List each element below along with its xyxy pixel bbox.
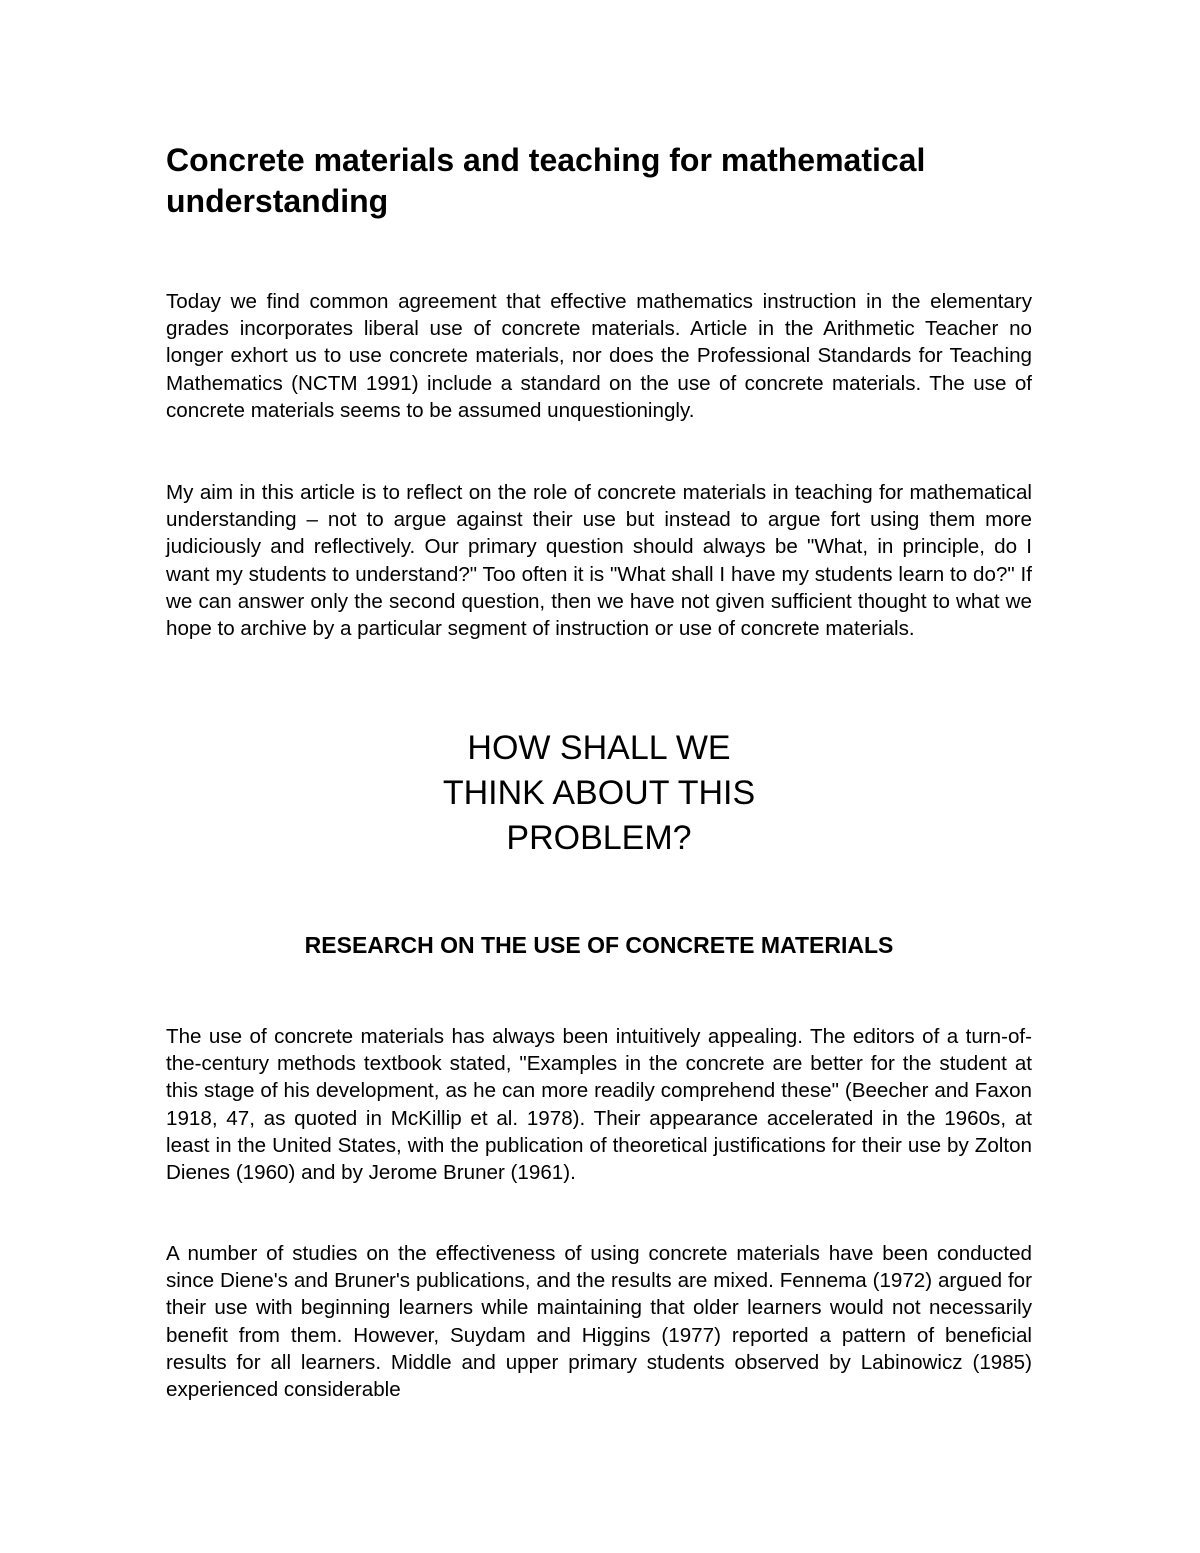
paragraph-history: The use of concrete materials has always been intuitively appealing. The editors of a turn-of-the-century methods textbook stated, "Examples in the concrete are better for the student at this stage of his development, as he can more readily comprehend these" (Beecher and Faxon 1918, 47, as quoted in McKillip et al. 1978). Their appearance accelerated in the 1960s, at least in the United States, with the publication of theoretical justifications for their use by Zolton Dienes (1960) and by Jerome Bruner (1961). <box>166 1025 1032 1185</box>
question-heading <box>166 726 1032 861</box>
question-line: PROBLEM? <box>506 819 692 857</box>
question-line: THINK ABOUT THIS <box>442 774 756 812</box>
paragraph-aim: My aim in this article is to reflect on the role of concrete materials in teaching for mathematical understanding – not to argue against their use but instead to argue fort using them more judiciously and reflectively. Our primary question should always be "What, in principle, do I want my students to understand?" Too often it is "What shall I have my students learn to do?" If we can answer only the second question, then we have not given sufficient thought to what we hope to archive by a particular segment of instruction or use of concrete materials. <box>166 481 1032 641</box>
paragraph-intro: Today we find common agreement that effective mathematics instruction in the elementary grades incorporates liberal use of concrete materials. Article in the Arithmetic Teacher no longer exhort us to use concrete materials, nor does the Professional Standards for Teaching Mathematics (NCTM 1991) include a standard on the use of concrete materials. The use of concrete materials seems to be assumed unquestioningly. <box>166 290 1032 422</box>
paragraph-studies: A number of studies on the effectiveness of using concrete materials have been conducted since Diene's and Bruner's publications, and the results are mixed. Fennema (1972) argued for their use with beginning learners while maintaining that older learners would not necessarily benefit from them. However, Suydam and Higgins (1977) reported a pattern of beneficial results for all learners. Middle and upper primary students observed by Labinowicz (1985) experienced considerable <box>166 1242 1032 1402</box>
document-title: Concrete materials and teaching for mathematical understanding <box>166 142 926 219</box>
question-line: HOW SHALL WE <box>467 729 731 767</box>
section-heading-research: RESEARCH ON THE USE OF CONCRETE MATERIALS <box>304 932 894 958</box>
